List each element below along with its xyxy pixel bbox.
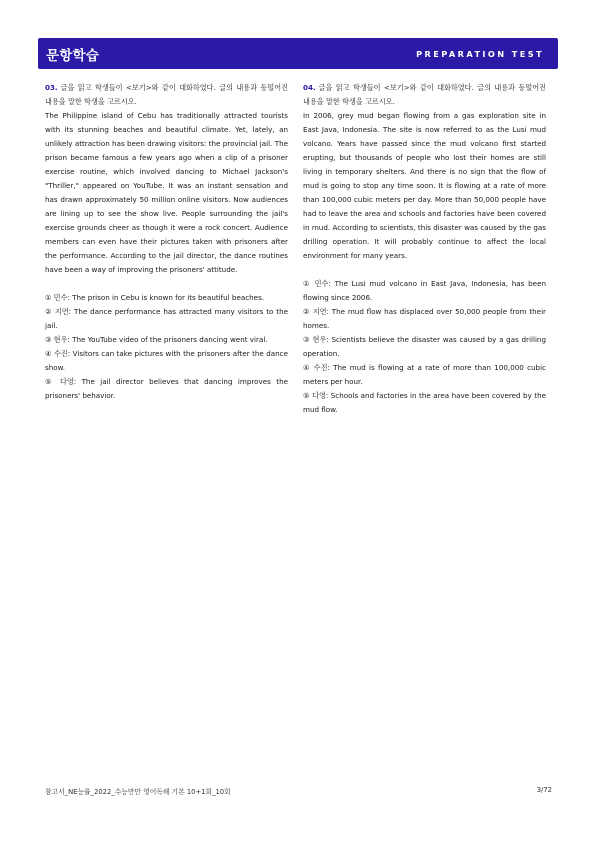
answer-options	[45, 291, 288, 403]
page-number: 3/72	[536, 786, 552, 794]
page-header	[38, 38, 558, 69]
question-number: 04.	[303, 83, 316, 92]
answer-option-2[interactable]: ② 지연: The mud flow has displaced over 50,000 people from their homes.	[303, 307, 546, 330]
answer-option-3[interactable]: ③ 현우: Scientists believe the disaster was caused by a gas drilling operation.	[303, 335, 546, 358]
question-number: 03.	[45, 83, 58, 92]
question-03	[45, 81, 288, 403]
question-passage: In 2006, grey mud began flowing from a gas exploration site in East Java, Indonesia. The site is now referred to as the Lusi mud volcano. Years have passed since the mud volcano first started erupting, but thousands of people who lost their homes are still living in temporary shelters. And there is no sign that the flow of mud is going to stop any time soon. It is flowing at a rate of more than 100,000 cubic meters per day. More than 50,000 people have had to leave the area and schools and factories have been covered in mud. According to scientists, this disaster was caused by the gas drilling operation. It will probably continue to affect the local environment for many years.	[303, 111, 546, 260]
page-footer	[45, 786, 552, 796]
answer-option-5[interactable]: ⑤ 다영: The jail director believes that dancing improves the prisoners' behavior.	[45, 377, 288, 400]
answer-option-2[interactable]: ② 지연: The dance performance has attracted many visitors to the jail.	[45, 307, 288, 330]
question-instruction: 글을 읽고 학생들이 <보기>와 같이 대화하였다. 글의 내용과 동떨어진 내용을 말한 학생을 고르시오.	[303, 83, 546, 106]
footer-source: 참고서_NE능률_2022_수능만만 영어독해 기본 10+1회_10회	[45, 788, 231, 796]
header-tag: PREPARATION TEST	[416, 48, 544, 59]
question-04	[303, 81, 546, 417]
answer-option-5[interactable]: ⑤ 다영: Schools and factories in the area have been covered by the mud flow.	[303, 391, 546, 414]
answer-option-1[interactable]: ① 민수: The prison in Cebu is known for its beautiful beaches.	[45, 293, 265, 302]
answer-option-4[interactable]: ④ 수진: Visitors can take pictures with the prisoners after the dance show.	[45, 349, 288, 372]
answer-option-3[interactable]: ③ 현우: The YouTube video of the prisoners dancing went viral.	[45, 335, 268, 344]
answer-option-1[interactable]: ① 민수: The Lusi mud volcano in East Java, Indonesia, has been flowing since 2006.	[303, 279, 546, 302]
answer-option-4[interactable]: ④ 수진: The mud is flowing at a rate of more than 100,000 cubic meters per hour.	[303, 363, 546, 386]
header-title: 문항학습	[46, 47, 99, 64]
question-passage: The Philippine island of Cebu has traditionally attracted tourists with its stunning beaches and beautiful climate. Yet, lately, an unlikely attraction has been drawing visitors: the provincial jail. The prison became famous a few years ago when a clip of a prisoner exercise routine, which involved dancing to Michael Jackson's "Thriller," appeared on YouTube. It was an instant sensation and has drawn approximately 50 million online visitors. Now audiences are lining up to see the show live. People surrounding the jail's exercise grounds cheer as though it were a rock concert. Audience members can even have their pictures taken with prisoners after the performance. According to the jail director, the dance routines have been a way of improving the prisoners' attitude.	[45, 111, 288, 274]
question-prompt	[303, 81, 546, 109]
answer-options	[303, 277, 546, 417]
question-instruction: 글을 읽고 학생들이 <보기>와 같이 대화하였다. 글의 내용과 동떨어진 내용을 말한 학생을 고르시오.	[45, 83, 288, 106]
question-prompt	[45, 81, 288, 109]
